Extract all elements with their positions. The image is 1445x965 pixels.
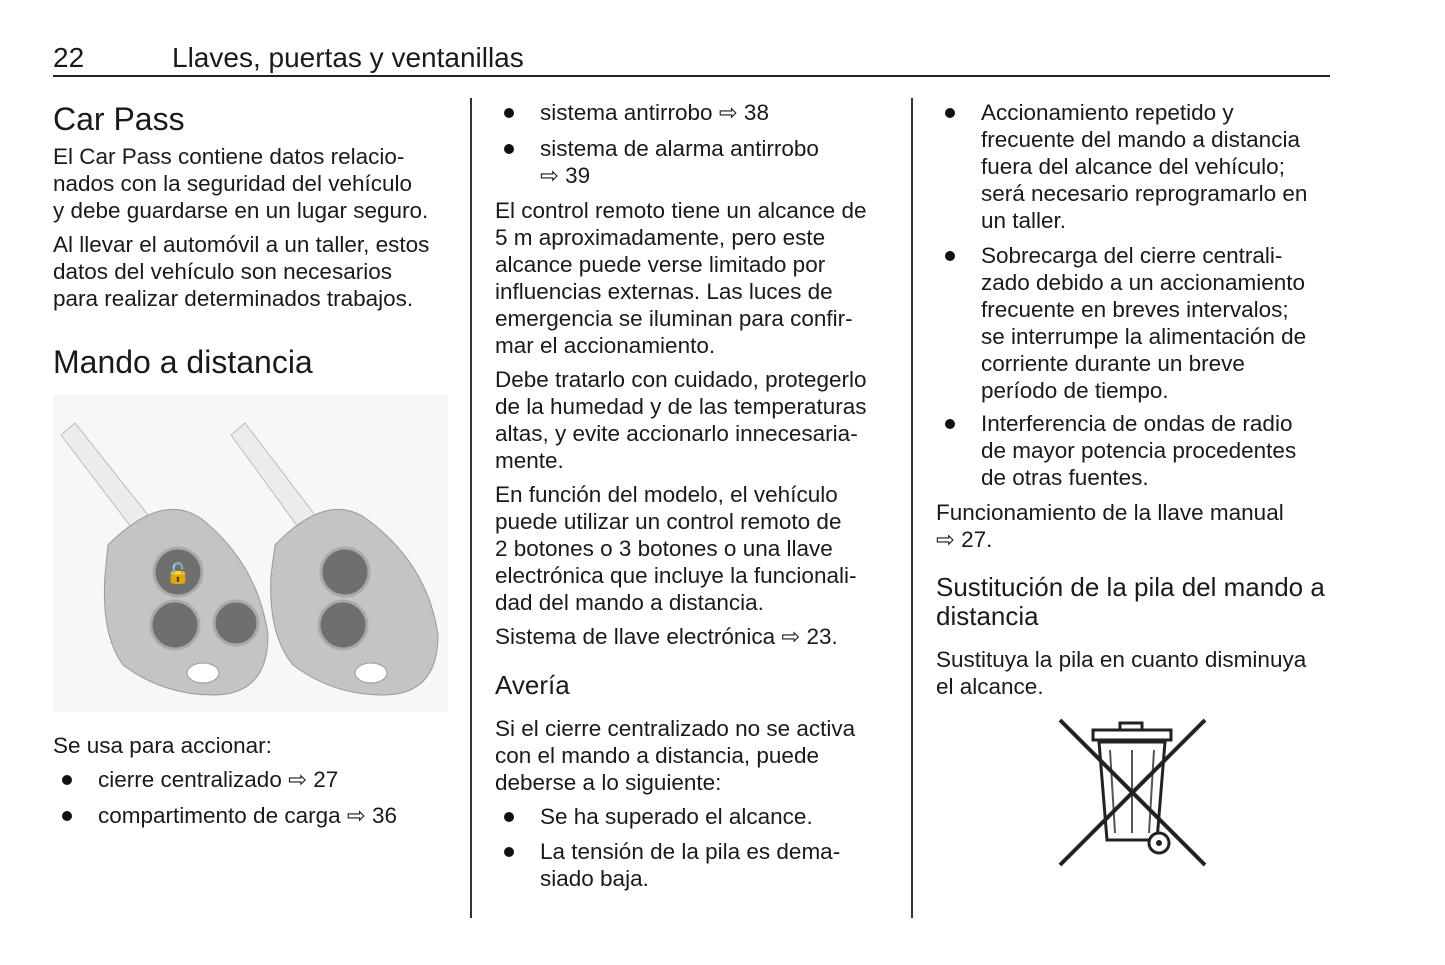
- text-line: Sistema de llave electrónica ⇨ 23.: [495, 624, 838, 649]
- text-line: Si el cierre centralizado no se activa: [495, 716, 856, 741]
- text-line: 2 botones o 3 botones o una llave: [495, 536, 833, 561]
- column-divider: [470, 98, 472, 918]
- bullet-item: [495, 99, 769, 126]
- paragraph: [53, 732, 272, 759]
- text-line: frecuente en breves intervalos;: [981, 297, 1289, 322]
- paragraph: [495, 366, 866, 474]
- text-line: La tensión de la pila es dema-: [540, 839, 841, 864]
- text-line: Interferencia de ondas de radio: [981, 411, 1293, 436]
- text-line: alcance puede verse limitado por: [495, 252, 826, 277]
- bullet-item: [53, 802, 397, 829]
- text-line: el alcance.: [936, 674, 1044, 699]
- text-line: será necesario reprogramarlo en: [981, 181, 1308, 206]
- paragraph: [936, 499, 1284, 553]
- paragraph: [495, 623, 838, 650]
- page-number: 22: [53, 42, 85, 73]
- text-line: Al llevar el automóvil a un taller, estos: [53, 232, 430, 257]
- bullet-icon: [504, 108, 514, 118]
- bullet-item: [936, 410, 1296, 491]
- chapter-title: Llaves, puertas y ventanillas: [172, 42, 524, 73]
- heading-averia: Avería: [495, 670, 570, 700]
- text-line: puede utilizar un control remoto de: [495, 509, 842, 534]
- text-line: nados con la seguridad del vehículo: [53, 171, 413, 196]
- text-line: de otras fuentes.: [981, 465, 1149, 490]
- heading-sustitucion-pila: [936, 573, 1325, 631]
- text-line: de la humedad y de las temperaturas: [495, 394, 867, 419]
- crossed-bin-recycling-icon: [1055, 715, 1210, 870]
- text-line: Debe tratarlo con cuidado, protegerlo: [495, 367, 867, 392]
- text-line: siado baja.: [540, 866, 649, 891]
- text-line: Se usa para accionar:: [53, 733, 272, 758]
- text-line: sistema de alarma antirrobo: [540, 136, 819, 161]
- text-line: corriente durante un breve: [981, 351, 1245, 376]
- text-line: Sobrecarga del cierre centrali-: [981, 243, 1283, 268]
- text-line: Sustituya la pila en cuanto disminuya: [936, 647, 1307, 672]
- bullet-icon: [62, 775, 72, 785]
- paragraph: [53, 143, 428, 224]
- bullet-icon: [62, 811, 72, 821]
- text-line: dad del mando a distancia.: [495, 590, 764, 615]
- text-line: El control remoto tiene un alcance de: [495, 198, 867, 223]
- bullet-item: [936, 99, 1307, 234]
- paragraph: [495, 715, 855, 796]
- text-line: con el mando a distancia, puede: [495, 743, 819, 768]
- text-line: Se ha superado el alcance.: [540, 804, 813, 829]
- text-line: deberse a lo siguiente:: [495, 770, 722, 795]
- text-line: distancia: [936, 601, 1039, 631]
- paragraph: [53, 231, 429, 312]
- bullet-item: [495, 135, 819, 189]
- paragraph: [495, 197, 866, 359]
- svg-text:🔓: 🔓: [165, 563, 191, 585]
- text-line: mar el accionamiento.: [495, 333, 716, 358]
- text-line: El Car Pass contiene datos relacio-: [53, 144, 405, 169]
- remote-keys-illustration: [53, 395, 448, 712]
- text-line: Accionamiento repetido y: [981, 100, 1234, 125]
- bullet-item: [936, 242, 1306, 404]
- text-line: sistema antirrobo ⇨ 38: [540, 100, 769, 125]
- text-line: Sustitución de la pila del mando a: [936, 572, 1325, 602]
- text-line: emergencia se iluminan para confir-: [495, 306, 853, 331]
- bullet-icon: [504, 812, 514, 822]
- text-line: 5 m aproximadamente, pero este: [495, 225, 826, 250]
- bullet-item: [53, 766, 338, 793]
- text-line: de mayor potencia procedentes: [981, 438, 1297, 463]
- text-line: datos del vehículo son necesarios: [53, 259, 392, 284]
- text-line: zado debido a un accionamiento: [981, 270, 1305, 295]
- paragraph: [936, 646, 1306, 700]
- text-line: Funcionamiento de la llave manual: [936, 500, 1284, 525]
- text-line: electrónica que incluye la funcionali-: [495, 563, 857, 588]
- heading-car-pass: Car Pass: [53, 101, 185, 137]
- text-line: cierre centralizado ⇨ 27: [98, 767, 339, 792]
- text-line: para realizar determinados trabajos.: [53, 286, 414, 311]
- text-line: ⇨ 27.: [936, 527, 993, 552]
- paragraph: [495, 481, 856, 616]
- heading-mando-a-distancia: Mando a distancia: [53, 344, 313, 380]
- bullet-icon: [504, 847, 514, 857]
- text-line: compartimento de carga ⇨ 36: [98, 803, 398, 828]
- text-line: período de tiempo.: [981, 378, 1169, 403]
- text-line: un taller.: [981, 208, 1067, 233]
- text-line: frecuente del mando a distancia: [981, 127, 1300, 152]
- text-line: altas, y evite accionarlo innecesaria-: [495, 421, 858, 446]
- text-line: ⇨ 39: [540, 163, 591, 188]
- bullet-item: [495, 838, 840, 892]
- text-line: fuera del alcance del vehículo;: [981, 154, 1285, 179]
- bullet-icon: [945, 108, 955, 118]
- text-line: mente.: [495, 448, 564, 473]
- column-divider: [911, 98, 913, 918]
- text-line: En función del modelo, el vehículo: [495, 482, 838, 507]
- header-rule: [53, 75, 1330, 77]
- bullet-icon: [945, 251, 955, 261]
- text-line: se interrumpe la alimentación de: [981, 324, 1307, 349]
- text-line: influencias externas. Las luces de: [495, 279, 833, 304]
- bullet-icon: [504, 144, 514, 154]
- bullet-icon: [945, 419, 955, 429]
- bullet-item: [495, 803, 813, 830]
- text-line: y debe guardarse en un lugar seguro.: [53, 198, 429, 223]
